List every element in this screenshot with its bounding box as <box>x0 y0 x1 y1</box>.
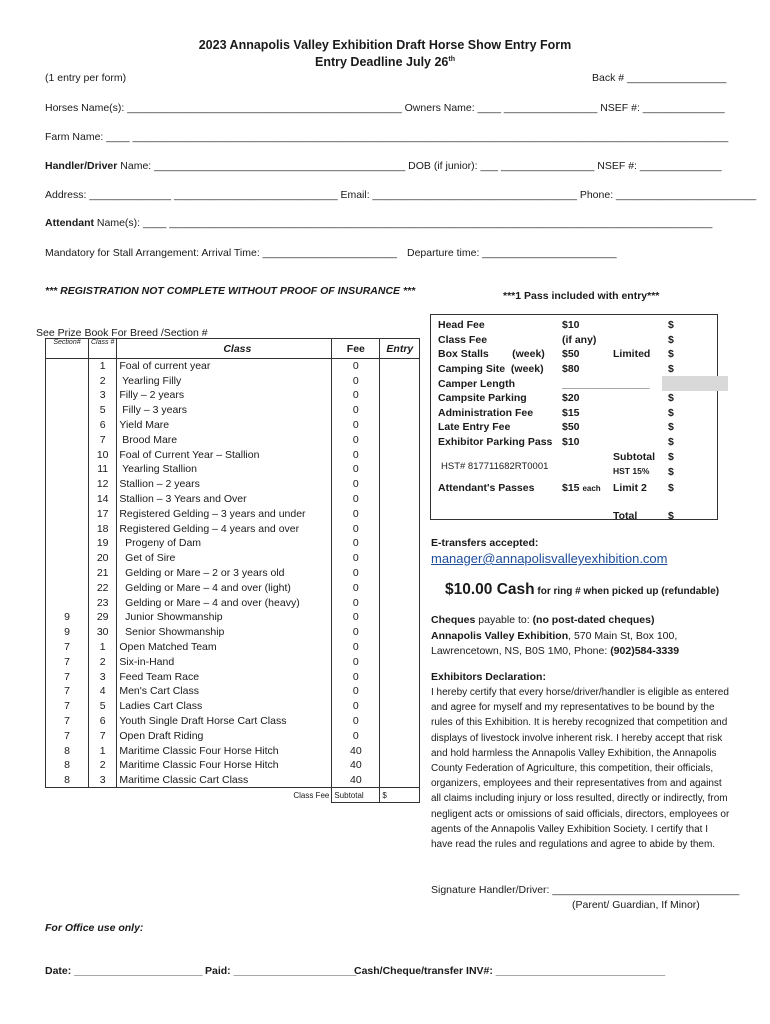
table-row <box>46 492 420 507</box>
class-name-cell: Open Matched Team <box>117 640 332 655</box>
entry-cell[interactable] <box>380 521 420 536</box>
subtotal-label: Subtotal <box>332 788 380 803</box>
table-row <box>46 625 420 640</box>
class-number-cell: 14 <box>89 492 117 507</box>
section-cell <box>46 536 89 551</box>
class-number-cell: 29 <box>89 610 117 625</box>
fee-cell: 0 <box>332 447 380 462</box>
class-name-cell: Open Draft Riding <box>117 728 332 743</box>
table-row <box>46 403 420 418</box>
entry-cell[interactable] <box>380 640 420 655</box>
office-paid-field[interactable]: Paid: _____________________ <box>205 965 357 977</box>
table-row <box>46 462 420 477</box>
section-cell <box>46 492 89 507</box>
fee-item-input[interactable]: $ <box>668 421 674 433</box>
entry-cell[interactable] <box>380 432 420 447</box>
section-cell: 7 <box>46 699 89 714</box>
class-number-cell: 6 <box>89 714 117 729</box>
entry-cell[interactable] <box>380 506 420 521</box>
entry-cell[interactable] <box>380 684 420 699</box>
fee-cell: 0 <box>332 595 380 610</box>
table-row <box>46 566 420 581</box>
entry-note: (1 entry per form) <box>45 72 127 84</box>
attendants-passes-label: Attendant's Passes <box>438 482 535 494</box>
class-number-cell: 2 <box>89 758 117 773</box>
entry-cell[interactable] <box>380 373 420 388</box>
fee-cell: 0 <box>332 714 380 729</box>
hst-number: HST# 817711682RT0001 <box>441 461 549 472</box>
section-cell <box>46 477 89 492</box>
fee-item-input[interactable]: $ <box>668 348 674 360</box>
class-name-cell: Junior Showmanship <box>117 610 332 625</box>
class-number-cell: 6 <box>89 418 117 433</box>
fee-item-input[interactable]: $ <box>668 436 674 448</box>
farm-name-field[interactable]: Farm Name: ____ ______________________________________________________________________________________________________ <box>45 131 729 143</box>
class-number-cell: 2 <box>89 373 117 388</box>
fee-cell: 0 <box>332 566 380 581</box>
section-cell: 7 <box>46 640 89 655</box>
class-number-cell: 19 <box>89 536 117 551</box>
entry-cell[interactable] <box>380 551 420 566</box>
back-number-field[interactable]: Back # _________________ <box>592 72 727 84</box>
class-number-cell: 3 <box>89 388 117 403</box>
section-cell: 7 <box>46 714 89 729</box>
fee-cell: 0 <box>332 536 380 551</box>
table-row <box>46 669 420 684</box>
table-row <box>46 654 420 669</box>
class-number-cell: 1 <box>89 640 117 655</box>
class-number-cell: 3 <box>89 773 117 788</box>
fee-item-amount: $80 <box>562 363 580 375</box>
entry-cell[interactable] <box>380 714 420 729</box>
section-cell <box>46 580 89 595</box>
class-name-cell: Six-in-Hand <box>117 654 332 669</box>
fee-cell: 0 <box>332 388 380 403</box>
section-cell <box>46 566 89 581</box>
section-cell <box>46 418 89 433</box>
section-cell: 7 <box>46 669 89 684</box>
fee-item-label: Class Fee <box>438 334 488 346</box>
class-name-cell: Feed Team Race <box>117 669 332 684</box>
class-name-cell: Get of Sire <box>117 551 332 566</box>
class-number-header: Class # <box>89 339 117 359</box>
section-cell <box>46 506 89 521</box>
fee-item-label: Administration Fee <box>438 407 534 419</box>
section-cell <box>46 373 89 388</box>
entry-cell[interactable] <box>380 418 420 433</box>
section-cell <box>46 403 89 418</box>
entry-cell[interactable] <box>380 773 420 788</box>
fee-item-label: Camping Site (week) <box>438 363 544 375</box>
table-row <box>46 359 420 374</box>
handler-field[interactable]: Handler/Driver Name: ___________________________________________ DOB (if junior): ___ ________________ NSEF #: ______________ <box>45 160 722 172</box>
pass-notice: ***1 Pass included with entry*** <box>503 290 660 302</box>
etransfer-label: E-transfers accepted: <box>431 537 539 549</box>
fee-cell: 0 <box>332 492 380 507</box>
table-row <box>46 595 420 610</box>
fees-subtotal-input[interactable]: $ <box>668 451 674 463</box>
class-name-cell: Maritime Classic Four Horse Hitch <box>117 758 332 773</box>
entry-deadline: Entry Deadline July 26th <box>315 55 455 69</box>
cash-deposit-note: $10.00 Cash for ring # when picked up (refundable) <box>445 581 720 598</box>
email-link[interactable]: manager@annapolisvalleyexhibition.com <box>431 551 668 566</box>
class-number-cell: 22 <box>89 580 117 595</box>
class-header: Class <box>117 339 332 359</box>
attendants-input[interactable]: $ <box>668 482 674 494</box>
declaration-text: I hereby certify that every horse/driver/handler is eligible as entered and agree for myself and my representatives to be bound by the rules of this Exhibition. It is hereby recognized that competition and displays of livestock involve inherent risk. I hereby accept that risk and hold harmless the Annapolis Valley Exhibition, the Annapolis County Federation of Agriculture, this competition, their officials, organizers, employees and their representatives from and against all claims including injury or loss resulted, directly or indirectly, from negligent acts or omissions of said officials, directors, employees or agents of the Annapolis Valley Exhibition Society. I certify that I have read the rules and regulations and agree to abide by them. <box>431 687 730 851</box>
fee-item-amount: $10 <box>562 319 580 331</box>
entry-cell[interactable] <box>380 595 420 610</box>
fee-cell: 0 <box>332 359 380 374</box>
section-cell: 9 <box>46 625 89 640</box>
limit-label: Limit 2 <box>613 482 647 494</box>
class-name-cell: Maritime Classic Cart Class <box>117 773 332 788</box>
fee-cell: 40 <box>332 743 380 758</box>
fee-item-amount: (if any) <box>562 334 597 346</box>
section-cell: 7 <box>46 684 89 699</box>
section-cell <box>46 521 89 536</box>
prize-book-note: See Prize Book For Breed /Section # <box>36 327 208 339</box>
class-number-cell: 23 <box>89 595 117 610</box>
fee-cell: 0 <box>332 521 380 536</box>
fee-item-label: Late Entry Fee <box>438 421 511 433</box>
class-name-cell: Progeny of Dam <box>117 536 332 551</box>
guardian-note: (Parent/ Guardian, If Minor) <box>572 899 700 911</box>
class-name-cell: Brood Mare <box>117 432 332 447</box>
entry-cell[interactable] <box>380 743 420 758</box>
fee-cell: 0 <box>332 580 380 595</box>
fee-item-input[interactable]: $ <box>668 319 674 331</box>
entry-cell[interactable] <box>380 447 420 462</box>
fee-item-note: Limited <box>613 348 651 360</box>
arrival-time-field[interactable]: Mandatory for Stall Arrangement: Arrival Time: _______________________ <box>45 247 397 259</box>
class-name-cell: Youth Single Draft Horse Cart Class <box>117 714 332 729</box>
class-number-cell: 7 <box>89 728 117 743</box>
class-number-cell: 1 <box>89 359 117 374</box>
total-label: Total <box>613 510 638 522</box>
class-name-cell: Registered Gelding – 4 years and over <box>117 521 332 536</box>
class-number-cell: 30 <box>89 625 117 640</box>
section-cell <box>46 595 89 610</box>
address-field[interactable]: Address: ______________ ____________________________ Email: ___________________________________ Phone: ________________________ <box>45 189 757 201</box>
fee-item-amount: $15 <box>562 407 580 419</box>
class-number-cell: 1 <box>89 743 117 758</box>
office-invoice-field[interactable]: Cash/Cheque/transfer INV#: _____________________________ <box>354 965 666 977</box>
insurance-notice: *** REGISTRATION NOT COMPLETE WITHOUT PROOF OF INSURANCE *** <box>45 285 416 297</box>
fee-item-amount: _______________ <box>562 378 650 390</box>
fee-cell: 0 <box>332 684 380 699</box>
class-name-cell: Gelding or Mare – 4 and over (heavy) <box>117 595 332 610</box>
table-row <box>46 714 420 729</box>
class-name-cell: Foal of current year <box>117 359 332 374</box>
fee-item-input[interactable]: $ <box>668 334 674 346</box>
horses-name-field[interactable]: Horses Name(s): _______________________________________________ Owners Name: ____ ________________ NSEF #: ______________ <box>45 102 725 114</box>
table-row <box>46 447 420 462</box>
table-row <box>46 699 420 714</box>
table-row <box>46 758 420 773</box>
cheques-line: Cheques payable to: (no post-dated cheques) <box>431 614 655 626</box>
signature-field[interactable]: Signature Handler/Driver: ________________________________ <box>431 884 740 896</box>
entry-cell[interactable] <box>380 699 420 714</box>
payee-line: Annapolis Valley Exhibition, 570 Main St, Box 100, <box>431 630 678 642</box>
class-number-cell: 2 <box>89 654 117 669</box>
table-row <box>46 684 420 699</box>
class-entry-table <box>45 338 420 803</box>
fee-header: Fee <box>332 339 380 359</box>
section-cell <box>46 551 89 566</box>
subtotal-row <box>46 788 420 803</box>
fee-item-amount: $50 <box>562 421 580 433</box>
section-cell: 7 <box>46 654 89 669</box>
class-name-cell: Registered Gelding – 3 years and under <box>117 506 332 521</box>
entry-cell[interactable] <box>380 669 420 684</box>
office-use-label: For Office use only: <box>45 922 144 934</box>
fee-item-amount: $50 <box>562 348 580 360</box>
fee-item-amount: $10 <box>562 436 580 448</box>
class-number-cell: 7 <box>89 432 117 447</box>
section-cell: 7 <box>46 728 89 743</box>
class-number-cell: 4 <box>89 684 117 699</box>
class-name-cell: Yield Mare <box>117 418 332 433</box>
class-name-cell: Filly – 3 years <box>117 403 332 418</box>
class-name-cell: Maritime Classic Four Horse Hitch <box>117 743 332 758</box>
fee-cell: 0 <box>332 418 380 433</box>
entry-cell[interactable] <box>380 477 420 492</box>
class-number-cell: 5 <box>89 699 117 714</box>
class-number-cell: 17 <box>89 506 117 521</box>
fee-item-amount: $20 <box>562 392 580 404</box>
fee-cell: 0 <box>332 669 380 684</box>
table-row <box>46 477 420 492</box>
class-number-cell: 3 <box>89 669 117 684</box>
fee-cell: 0 <box>332 403 380 418</box>
entry-cell[interactable] <box>380 580 420 595</box>
class-name-cell: Men's Cart Class <box>117 684 332 699</box>
entry-cell[interactable] <box>380 403 420 418</box>
total-input[interactable]: $ <box>668 510 674 522</box>
class-number-cell: 20 <box>89 551 117 566</box>
entry-cell[interactable] <box>380 610 420 625</box>
class-number-cell: 18 <box>89 521 117 536</box>
fee-item-label: Head Fee <box>438 319 485 331</box>
class-name-cell: Stallion – 2 years <box>117 477 332 492</box>
entry-cell[interactable] <box>380 388 420 403</box>
fee-cell: 0 <box>332 432 380 447</box>
table-row <box>46 418 420 433</box>
entry-cell[interactable] <box>380 359 420 374</box>
entry-cell[interactable] <box>380 566 420 581</box>
attendant-field[interactable]: Attendant Name(s): ____ _____________________________________________________________________________________________ <box>45 217 713 229</box>
fee-cell: 40 <box>332 758 380 773</box>
fee-cell: 0 <box>332 699 380 714</box>
entry-cell[interactable] <box>380 758 420 773</box>
class-name-cell: Foal of Current Year – Stallion <box>117 447 332 462</box>
fee-item-input[interactable]: $ <box>668 407 674 419</box>
declaration-title: Exhibitors Declaration: <box>431 671 546 683</box>
entry-cell[interactable] <box>380 536 420 551</box>
table-row <box>46 521 420 536</box>
fee-cell: 0 <box>332 610 380 625</box>
fee-cell: 0 <box>332 654 380 669</box>
class-number-cell: 21 <box>89 566 117 581</box>
section-cell <box>46 388 89 403</box>
section-cell: 8 <box>46 773 89 788</box>
departure-time-field[interactable]: Departure time: _______________________ <box>407 247 617 259</box>
fee-item-input[interactable]: $ <box>668 392 674 404</box>
entry-cell[interactable] <box>380 462 420 477</box>
fee-item-label: Campsite Parking <box>438 392 527 404</box>
attendants-passes-amount: $15 each <box>562 482 601 494</box>
section-cell <box>46 462 89 477</box>
hst-label: HST 15% <box>613 466 650 476</box>
section-cell: 9 <box>46 610 89 625</box>
fee-cell: 0 <box>332 373 380 388</box>
fee-cell: 0 <box>332 551 380 566</box>
class-name-cell: Gelding or Mare – 2 or 3 years old <box>117 566 332 581</box>
table-row <box>46 728 420 743</box>
section-cell: 8 <box>46 758 89 773</box>
table-row <box>46 640 420 655</box>
fee-item-label: Box Stalls (week) <box>438 348 545 360</box>
class-fee-label: Class Fee <box>293 790 330 800</box>
class-name-cell: Gelding or Mare – 4 and over (light) <box>117 580 332 595</box>
table-row <box>46 373 420 388</box>
form-title: 2023 Annapolis Valley Exhibition Draft Horse Show Entry Form <box>198 38 572 52</box>
table-row <box>46 773 420 788</box>
class-name-cell: Yearling Stallion <box>117 462 332 477</box>
fees-subtotal-label: Subtotal <box>613 451 655 463</box>
fee-item-label: Exhibitor Parking Pass <box>438 436 553 448</box>
class-number-cell: 11 <box>89 462 117 477</box>
fee-cell: 0 <box>332 506 380 521</box>
fee-cell: 40 <box>332 773 380 788</box>
fee-item-input[interactable]: $ <box>668 363 674 375</box>
address-line: Lawrencetown, NS, B0S 1M0, Phone: (902)584-3339 <box>431 645 680 657</box>
office-date-field[interactable]: Date: ______________________ <box>45 965 203 977</box>
table-row <box>46 536 420 551</box>
class-number-cell: 10 <box>89 447 117 462</box>
section-header: Section# <box>46 339 89 359</box>
table-row <box>46 551 420 566</box>
fee-cell: 0 <box>332 625 380 640</box>
class-name-cell: Senior Showmanship <box>117 625 332 640</box>
class-name-cell: Ladies Cart Class <box>117 699 332 714</box>
fee-cell: 0 <box>332 640 380 655</box>
camper-length-shaded-cell <box>662 376 728 391</box>
table-row <box>46 743 420 758</box>
entry-cell[interactable] <box>380 625 420 640</box>
class-number-cell: 12 <box>89 477 117 492</box>
entry-header: Entry <box>380 339 420 359</box>
hst-input[interactable]: $ <box>668 466 674 478</box>
section-cell <box>46 432 89 447</box>
table-row <box>46 432 420 447</box>
entry-cell[interactable] <box>380 654 420 669</box>
fee-cell: 0 <box>332 477 380 492</box>
class-number-cell: 5 <box>89 403 117 418</box>
table-row <box>46 610 420 625</box>
section-cell: 8 <box>46 743 89 758</box>
section-cell <box>46 359 89 374</box>
table-row <box>46 580 420 595</box>
fee-item-label: Camper Length <box>438 378 516 390</box>
subtotal-input[interactable]: $ <box>380 788 420 803</box>
fee-cell: 0 <box>332 728 380 743</box>
table-row <box>46 388 420 403</box>
table-row <box>46 506 420 521</box>
fee-cell: 0 <box>332 462 380 477</box>
entry-cell[interactable] <box>380 728 420 743</box>
section-cell <box>46 447 89 462</box>
class-name-cell: Yearling Filly <box>117 373 332 388</box>
entry-cell[interactable] <box>380 492 420 507</box>
class-name-cell: Filly – 2 years <box>117 388 332 403</box>
class-name-cell: Stallion – 3 Years and Over <box>117 492 332 507</box>
